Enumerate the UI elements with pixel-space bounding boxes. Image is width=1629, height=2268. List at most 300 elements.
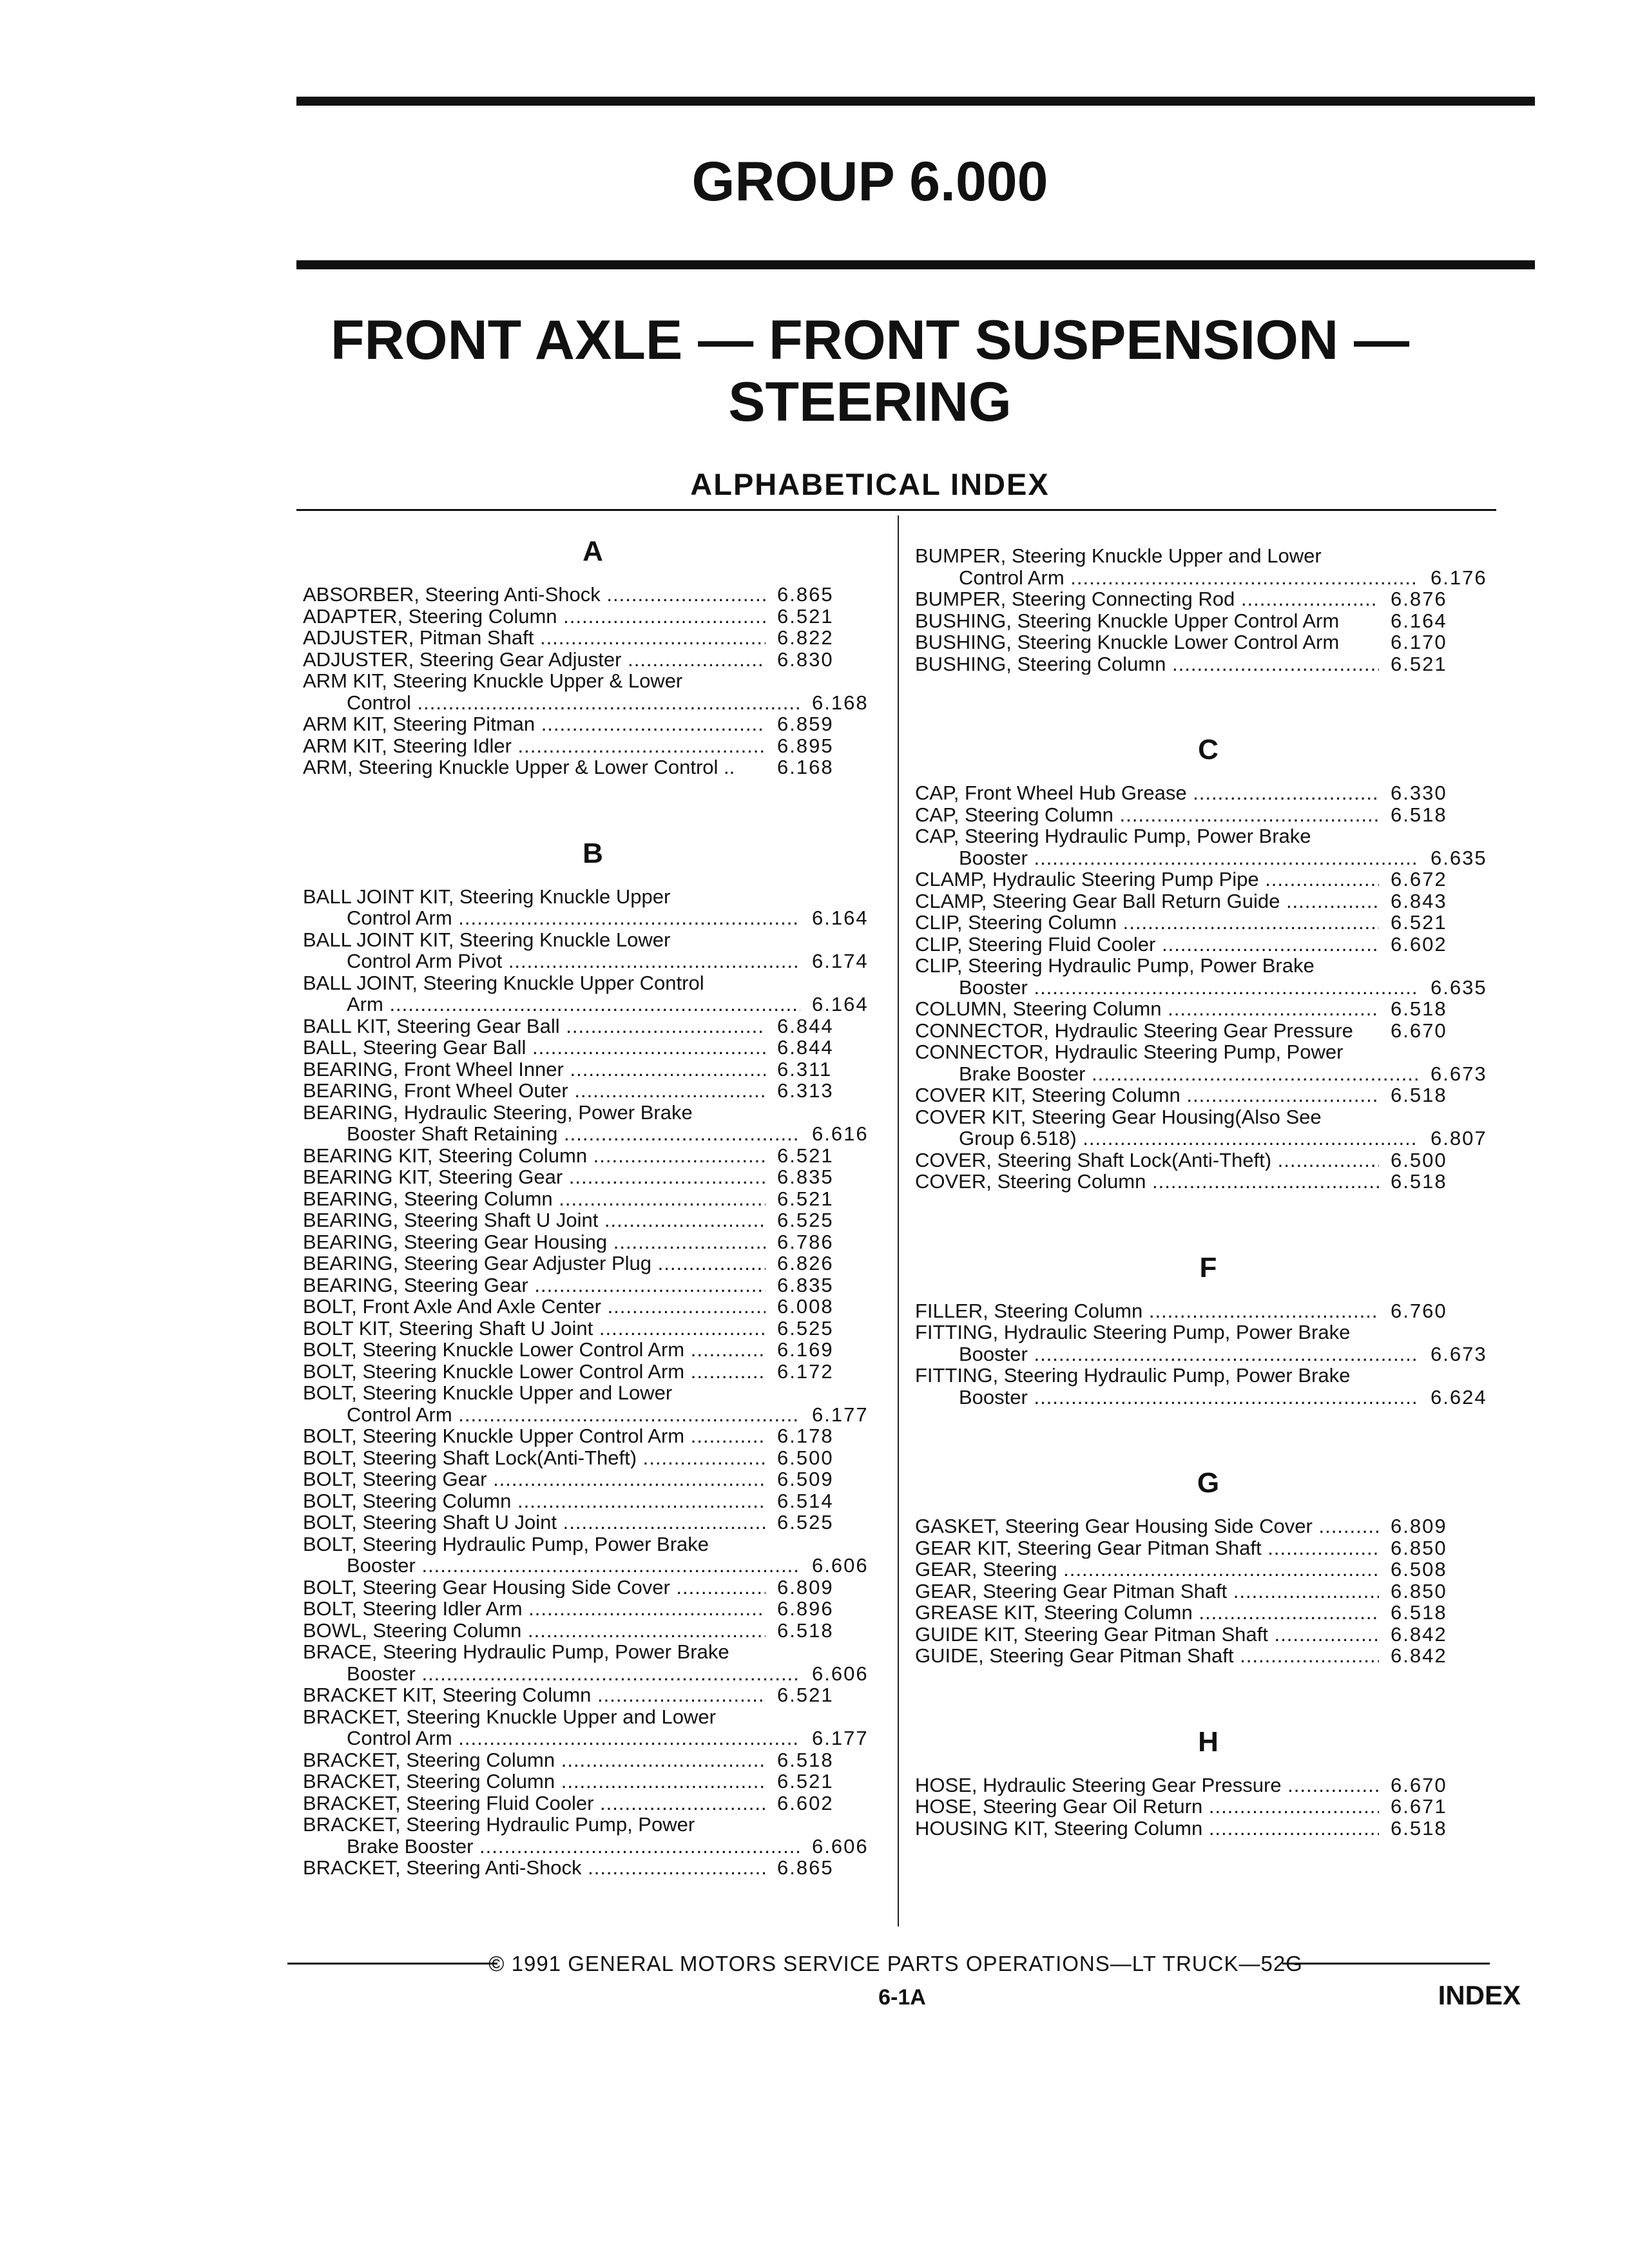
entry-row [915,1559,1501,1581]
entry-text: FITTING, Steering Hydraulic Pump, Power Brake [915,1364,1351,1387]
section-spacer [915,1408,1501,1451]
index-entry [303,735,883,757]
entry-row [303,1231,883,1253]
index-entry [915,1171,1501,1193]
entry-row [915,1020,1501,1042]
entry-page: 6.843 [1391,889,1447,912]
entry-text: FITTING, Hydraulic Steering Pump, Power Brake [915,1321,1351,1343]
index-entry [303,1512,883,1533]
entry-row [303,1145,883,1167]
index-entry [915,1321,1501,1365]
entry-page: 6.518 [1391,1601,1447,1624]
entry-page: 6.509 [777,1468,834,1490]
entry-text: Booster ..... [915,977,1419,999]
entry-row [915,653,1501,675]
entry-row [915,782,1501,804]
entry-row [915,1602,1501,1624]
entry-row [915,1343,1501,1365]
entry-text: CLAMP, Steering Gear Ball Return Guide ..... [915,890,1379,912]
entry-text: CAP, Front Wheel Hub Grease ..... [915,782,1379,804]
entry-text: BALL KIT, Steering Gear Ball ..... [303,1015,766,1037]
entry-page: 6.809 [777,1575,834,1599]
entry-row [303,1123,883,1145]
entry-row [303,1771,883,1792]
entry-text: BALL JOINT KIT, Steering Knuckle Upper [303,885,671,908]
entry-page: 6.169 [777,1338,834,1361]
entry-row [303,627,883,649]
index-entry [915,912,1501,934]
entry-text: BOLT, Steering Gear Housing Side Cover ..... [303,1577,766,1599]
entry-row [915,1774,1501,1796]
entry-text: BRACKET, Steering Hydraulic Pump, Power [303,1813,695,1836]
entry-text: COVER, Steering Shaft Lock(Anti-Theft) ..... [915,1149,1379,1171]
index-entry [915,934,1501,956]
section-letter-f: F [1199,1251,1217,1283]
index-entry [915,1515,1501,1537]
page-title [296,309,1443,433]
entry-row [303,950,883,972]
entry-text: CLIP, Steering Column ..... [915,912,1379,934]
entry-page: 6.521 [777,1144,834,1167]
entry-page: 6.521 [777,1684,834,1706]
index-entry [303,1771,883,1792]
entry-text: BUMPER, Steering Connecting Rod ..... [915,588,1379,610]
index-entry [915,1300,1501,1322]
entry-text: BRACKET KIT, Steering Column ..... [303,1684,766,1706]
entry-text: BOLT, Steering Shaft U Joint ..... [303,1512,766,1533]
entry-text: ARM KIT, Steering Knuckle Upper & Lower [303,669,683,692]
entry-page: 6.164 [1391,609,1447,632]
entry-row [303,1253,883,1274]
entry-text: BOLT, Steering Idler Arm ..... [303,1598,766,1620]
index-entry [915,631,1501,653]
entry-row [915,1645,1501,1667]
entry-text: GEAR KIT, Steering Gear Pitman Shaft ..... [915,1537,1379,1559]
index-entry [303,929,883,972]
index-entry [303,1792,883,1814]
index-entry [303,1425,883,1447]
index-entry [915,1796,1501,1818]
entry-text: ARM, Steering Knuckle Upper & Lower Control .. [303,756,735,778]
entry-row [303,649,883,671]
entry-page: 6.330 [1391,782,1447,804]
entry-page: 6.616 [812,1122,869,1145]
entry-row [303,1749,883,1771]
group-rule [296,260,1535,269]
entry-row [303,1577,883,1599]
entry-page: 6.822 [777,626,834,649]
section-letter-b: B [583,837,603,869]
entry-row [303,1188,883,1210]
entry-row [303,907,883,929]
index-entry [303,649,883,671]
entry-page: 6.168 [812,691,869,714]
entry-row [303,756,883,778]
entry-row [303,1339,883,1361]
index-entry [303,1620,883,1642]
entry-text: BEARING, Steering Gear Housing ..... [303,1231,766,1253]
index-entry [303,1231,883,1253]
entry-text: HOSE, Steering Gear Oil Return ..... [915,1796,1379,1818]
entry-row [303,1620,883,1642]
entry-text: GUIDE KIT, Steering Gear Pitman Shaft ..... [915,1624,1379,1646]
entry-text: Booster ..... [303,1555,800,1577]
entry-text: Control Arm ..... [915,567,1419,589]
index-entry [303,1080,883,1102]
index-entry [303,584,883,606]
entry-row [915,1171,1501,1193]
section-spacer [303,778,883,822]
entry-row [915,1581,1501,1602]
entry-text: BEARING KIT, Steering Gear ..... [303,1166,766,1188]
entry-row [915,1796,1501,1818]
entry-text: Control Arm ..... [303,1727,800,1749]
entry-text: BOWL, Steering Column ..... [303,1620,766,1642]
entry-text: BEARING, Steering Gear Adjuster Plug ..... [303,1253,766,1274]
entry-page: 6.670 [1391,1019,1447,1042]
entry-text: BUSHING, Steering Knuckle Upper Control Arm [915,610,1340,631]
entry-row [915,1387,1501,1408]
entry-text: CLIP, Steering Fluid Cooler ..... [915,934,1379,956]
entry-text: BUSHING, Steering Knuckle Lower Control Arm [915,631,1340,653]
entry-row [915,1624,1501,1646]
index-column-right [915,545,1501,1839]
entry-text: BRACKET, Steering Column ..... [303,1749,766,1771]
index-entry [303,972,883,1015]
index-entry [303,713,883,735]
index-entry [915,653,1501,675]
index-entry [303,606,883,628]
entry-row [303,1792,883,1814]
entry-row [303,1015,883,1037]
section-spacer [915,1193,1501,1236]
section-spacer [915,675,1501,718]
page-title-line1: FRONT AXLE — FRONT SUSPENSION — [331,309,1409,371]
entry-page: 6.518 [1391,997,1447,1020]
entry-page: 6.760 [1391,1299,1447,1322]
index-entry [303,1814,883,1857]
entry-page: 6.311 [777,1057,833,1081]
index-entry [303,1684,883,1706]
entry-row [303,1663,883,1685]
entry-text: BOLT, Steering Knuckle Lower Control Arm ..... [303,1339,766,1361]
entry-row [915,1084,1501,1106]
entry-page: 6.177 [812,1403,869,1426]
entry-page: 6.896 [777,1597,834,1620]
entry-row [303,692,883,714]
index-entry [303,1059,883,1081]
entry-text: Booster ..... [915,1343,1419,1365]
entry-page: 6.500 [777,1446,834,1469]
entry-page: 6.672 [1391,868,1447,890]
entry-page: 6.008 [777,1295,834,1318]
entry-text: Group 6.518) ..... [915,1128,1419,1149]
entry-text: BEARING, Front Wheel Inner ..... [303,1059,766,1081]
entry-row [303,1727,883,1749]
index-entry [303,1274,883,1296]
section-label: INDEX [1438,1980,1521,2010]
entry-page: 6.178 [777,1425,834,1447]
index-entry [915,545,1501,588]
entry-text: BALL, Steering Gear Ball ..... [303,1037,766,1059]
index-entry [303,756,883,778]
entry-page: 6.525 [777,1316,834,1340]
entry-page: 6.859 [777,713,834,735]
entry-page: 6.514 [777,1489,834,1512]
index-entry [303,1296,883,1318]
index-entry [303,886,883,929]
index-entry [303,1468,883,1490]
index-entry [303,670,883,713]
entry-text: Booster ..... [303,1663,800,1685]
entry-page: 6.164 [812,907,869,929]
entry-row [303,735,883,757]
entry-page: 6.170 [1391,631,1447,653]
index-entry [915,1041,1501,1084]
index-entry [915,955,1501,998]
entry-text: GREASE KIT, Steering Column ..... [915,1602,1379,1624]
index-entry [915,610,1501,632]
top-rule [296,97,1535,106]
index-entry [915,588,1501,610]
entry-page: 6.786 [777,1230,834,1253]
entry-row [915,998,1501,1020]
index-entry [303,1015,883,1037]
entry-text: BEARING, Hydraulic Steering, Power Brake [303,1100,693,1124]
entry-page: 6.518 [777,1619,834,1642]
entry-page: 6.606 [812,1554,869,1577]
entry-page: 6.876 [1391,588,1447,610]
entry-page: 6.500 [1391,1148,1447,1171]
entry-row [915,610,1501,632]
entry-page: 6.164 [812,993,869,1015]
entry-page: 6.671 [1391,1795,1447,1818]
entry-text: ADAPTER, Steering Column ..... [303,606,766,628]
entry-page: 6.865 [777,1856,834,1879]
index-entry [915,1818,1501,1840]
entry-page: 6.865 [777,583,834,606]
entry-page: 6.850 [1391,1536,1447,1559]
entry-text: BOLT, Steering Knuckle Upper Control Arm ..... [303,1425,766,1447]
entry-text: BUSHING, Steering Column ..... [915,653,1379,675]
entry-text: GASKET, Steering Gear Housing Side Cover ..... [915,1515,1379,1537]
entry-text: GEAR, Steering Gear Pitman Shaft ..... [915,1581,1379,1602]
entry-text: ADJUSTER, Steering Gear Adjuster ..... [303,649,766,671]
entry-text: CLIP, Steering Hydraulic Pump, Power Brake [915,954,1315,977]
entry-text: Arm ..... [303,994,800,1015]
index-entry [915,1581,1501,1602]
entry-page: 6.624 [1431,1385,1487,1408]
index-entry [303,1188,883,1210]
entry-text: BOLT, Steering Knuckle Lower Control Arm ..... [303,1361,766,1383]
entry-text: BALL JOINT KIT, Steering Knuckle Lower [303,928,671,951]
entry-text: Brake Booster ..... [303,1836,800,1858]
entry-text: BRACKET, Steering Anti-Shock ..... [303,1857,766,1879]
index-entry [915,1149,1501,1171]
entry-text: BEARING, Steering Shaft U Joint ..... [303,1209,766,1231]
entry-text: BUMPER, Steering Knuckle Upper and Lower [915,544,1322,567]
entry-row [303,1296,883,1318]
entry-text: BRACE, Steering Hydraulic Pump, Power Brake [303,1640,729,1663]
entry-page: 6.809 [1391,1515,1447,1537]
index-subtitle: ALPHABETICAL INDEX [690,467,1050,501]
entry-text: CAP, Steering Hydraulic Pump, Power Brake [915,825,1311,847]
entry-text: GEAR, Steering ..... [915,1559,1379,1581]
entry-page: 6.606 [812,1834,869,1858]
index-entry [915,1774,1501,1796]
entry-page: 6.313 [777,1079,834,1102]
entry-text: BRACKET, Steering Column ..... [303,1771,766,1792]
entry-row [303,1318,883,1340]
entry-row [915,1515,1501,1537]
entry-page: 6.168 [777,756,834,778]
entry-page: 6.174 [812,950,869,972]
entry-page: 6.670 [1391,1773,1447,1796]
index-entry [915,1645,1501,1667]
entry-page: 6.521 [777,1187,834,1210]
index-entry [915,998,1501,1020]
index-entry [303,1857,883,1879]
entry-page: 6.844 [777,1014,834,1037]
entry-text: BOLT, Steering Shaft Lock(Anti-Theft) ..... [303,1447,766,1469]
entry-text: FILLER, Steering Column ..... [915,1300,1379,1322]
entry-row [915,567,1501,589]
entry-text: CLAMP, Hydraulic Steering Pump Pipe ..... [915,869,1379,890]
entry-page: 6.521 [1391,911,1447,934]
index-entry [303,1037,883,1059]
index-entry [303,1706,883,1749]
entry-page: 6.518 [1391,1084,1447,1106]
entry-text: BRACKET, Steering Knuckle Upper and Lower [303,1705,716,1728]
entry-page: 6.826 [777,1252,834,1274]
index-entry [915,1602,1501,1624]
entry-page: 6.835 [777,1273,834,1296]
index-entry [303,1318,883,1340]
entry-row [915,1149,1501,1171]
entry-row [303,1468,883,1490]
index-entry [915,1106,1501,1149]
entry-page: 6.842 [1391,1644,1447,1667]
entry-text: BOLT, Steering Column ..... [303,1490,766,1512]
index-entry [303,1598,883,1620]
entry-row [915,1128,1501,1149]
entry-text: COVER KIT, Steering Column ..... [915,1084,1379,1106]
entry-page: 6.177 [812,1727,869,1749]
entry-page: 6.602 [777,1791,834,1814]
entry-row [303,1361,883,1383]
entry-row [303,1555,883,1577]
index-entry [915,890,1501,912]
entry-text: CONNECTOR, Hydraulic Steering Gear Pressure [915,1019,1353,1041]
index-entry [915,1365,1501,1408]
entry-text: GUIDE, Steering Gear Pitman Shaft ..... [915,1645,1379,1667]
entry-row [303,1836,883,1858]
entry-text: Booster ..... [915,847,1419,869]
entry-row [915,869,1501,890]
entry-row [303,1684,883,1706]
entry-text: BOLT KIT, Steering Shaft U Joint ..... [303,1318,766,1340]
index-entry [303,1533,883,1577]
index-entry [915,869,1501,890]
entry-page: 6.844 [777,1036,834,1059]
entry-text: COVER KIT, Steering Gear Housing(Also See [915,1105,1322,1128]
index-entry [303,1641,883,1684]
entry-page: 6.895 [777,734,834,757]
entry-text: Booster Shaft Retaining ..... [303,1123,800,1145]
entry-page: 6.673 [1431,1342,1487,1365]
entry-row [915,1063,1501,1085]
index-entry [915,782,1501,804]
index-entry [303,627,883,649]
entry-page: 6.842 [1391,1622,1447,1646]
entry-page: 6.635 [1431,975,1487,999]
entry-row [915,1818,1501,1840]
entry-page: 6.525 [777,1209,834,1231]
index-entry [915,1624,1501,1646]
entry-row [915,588,1501,610]
index-column-left [303,519,883,1879]
group-title: GROUP 6.000 [691,151,1048,213]
entry-row [303,1274,883,1296]
entry-row [915,1300,1501,1322]
index-entry [303,1361,883,1383]
index-entry [303,1577,883,1599]
index-entry [303,1339,883,1361]
entry-row [303,1037,883,1059]
entry-row [915,934,1501,956]
entry-page: 6.835 [777,1166,834,1188]
entry-text: HOSE, Hydraulic Steering Gear Pressure ..... [915,1774,1379,1796]
entry-row [915,847,1501,869]
entry-row [303,1490,883,1512]
entry-row [303,1404,883,1426]
entry-text: Control Arm ..... [303,1404,800,1426]
section-letter-h: H [1198,1725,1219,1758]
entry-text: Control ..... [303,692,800,714]
entry-row [303,1425,883,1447]
entry-text: Brake Booster ..... [915,1063,1419,1085]
index-entry [915,1084,1501,1106]
entry-page: 6.508 [1391,1558,1447,1581]
entry-text: COLUMN, Steering Column ..... [915,998,1379,1020]
entry-row [303,1209,883,1231]
index-entry [303,1145,883,1167]
entry-text: BEARING, Steering Column ..... [303,1188,766,1210]
entry-page: 6.518 [777,1748,834,1771]
column-divider [898,515,899,1927]
entry-row [303,584,883,606]
entry-page: 6.521 [777,1770,834,1792]
entry-page: 6.606 [812,1662,869,1685]
entry-row [303,713,883,735]
entry-page: 6.830 [777,648,834,671]
index-entry [303,1209,883,1231]
entry-text: ARM KIT, Steering Pitman ..... [303,713,766,735]
entry-row [303,1598,883,1620]
index-entry [915,1020,1501,1042]
index-entry [303,1447,883,1469]
entry-text: BOLT, Steering Knuckle Upper and Lower [303,1381,673,1404]
section-letter-a: A [583,535,603,567]
entry-text: Control Arm ..... [303,907,800,929]
entry-row [303,1857,883,1879]
subtitle-rule [296,509,1496,511]
entry-page: 6.176 [1431,566,1487,589]
entry-row [303,1512,883,1533]
entry-row [915,912,1501,934]
entry-page: 6.521 [777,604,834,628]
index-entry [915,1537,1501,1559]
